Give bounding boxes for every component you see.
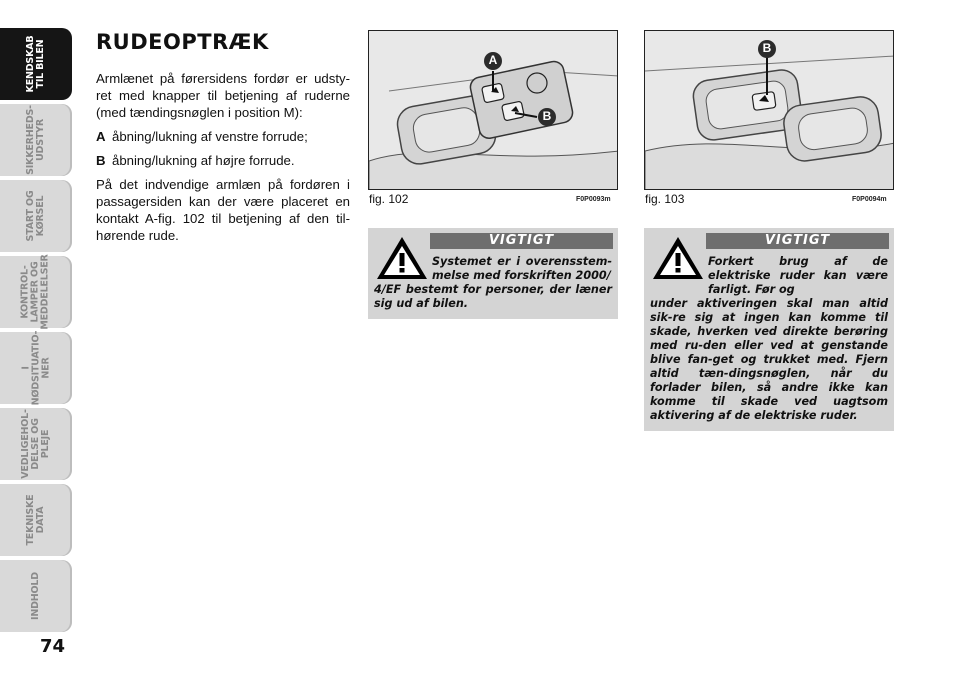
- figure-caption: fig. 102: [369, 192, 409, 206]
- warning-text-first: Forkert brug af de elektriske ruder kan være farligt. Før og: [708, 255, 888, 296]
- tab-nodsituationer[interactable]: [0, 332, 72, 404]
- figure-caption: fig. 103: [645, 192, 685, 206]
- callout-b: B: [762, 41, 772, 55]
- warning-heading: VIGTIGT: [706, 233, 889, 249]
- tab-tekniske-data[interactable]: [0, 484, 72, 556]
- passenger-paragraph: På det indvendige armlæn på fordøren i passagersiden kan der være placeret en kontakt A-fig. 102 til betjening af den til-hørende rude.: [96, 177, 350, 243]
- callout-a: A: [488, 53, 498, 67]
- warning-triangle-icon: [650, 234, 706, 282]
- tab-kontrollamper[interactable]: [0, 256, 72, 328]
- tab-label: START OG KØRSEL: [25, 190, 46, 242]
- figure-code: F0P0093m: [576, 196, 611, 203]
- warning-box: [368, 228, 618, 319]
- intro-paragraph: Armlænet på førersidens fordør er udsty-ret med knapper til betjening af ruderne (med tændingsnøglen i position M):: [96, 71, 350, 120]
- warning-heading: VIGTIGT: [430, 233, 613, 249]
- tab-label: I NØDSITUATIO- NER: [20, 330, 51, 406]
- tab-label: KONTROL- LAMPER OG MEDDELELSER: [20, 254, 51, 330]
- warning-text-first: Systemet er i overensstem-melse med forskriften 2000/: [432, 255, 612, 282]
- page-title: RUDEOPTRÆK: [96, 30, 269, 54]
- tab-label: SIKKERHEDS- UDSTYR: [25, 105, 46, 175]
- warning-triangle-icon: [374, 234, 430, 282]
- item-text: åbning/lukning af venstre forrude;: [112, 129, 308, 144]
- figure-103: [644, 30, 894, 190]
- tab-sikkerhedsudstyr[interactable]: [0, 104, 72, 176]
- callout-b: B: [542, 109, 552, 123]
- tab-label: INDHOLD: [30, 572, 41, 620]
- warning-text-rest: 4/EF bestemt for personer, der læner sig ud af bilen.: [374, 283, 612, 310]
- tab-label: KENDSKAB TIL BILEN: [25, 35, 46, 93]
- warning-text-rest: under aktiveringen skal man altid sik-re sig at ingen kan komme til skade, hverken ved direkte berøring med ru-den eller ved at genstande blive fan-get og trukket med. Fjern altid tæn-dingsnøglen, når du forlader bilen, så andre ikke kan komme til skade ved uagtsom aktivering af de elektriske ruder.: [650, 297, 888, 422]
- warning-box: [644, 228, 894, 431]
- body-text: [96, 70, 350, 251]
- page-number: 74: [40, 636, 66, 657]
- figure-102: [368, 30, 618, 190]
- item-letter: B: [96, 153, 106, 168]
- tab-label: VEDLIGEHOL- DELSE OG PLEJE: [20, 409, 51, 479]
- tab-kendskab-til-bilen[interactable]: [0, 28, 72, 100]
- tab-vedligeholdelse[interactable]: [0, 408, 72, 480]
- tab-start-og-korsel[interactable]: [0, 180, 72, 252]
- tab-label: TEKNISKE DATA: [25, 494, 46, 546]
- item-letter: A: [96, 129, 106, 144]
- figure-code: F0P0094m: [852, 196, 887, 203]
- list-item: [96, 128, 350, 145]
- list-item: [96, 152, 350, 169]
- item-text: åbning/lukning af højre forrude.: [112, 153, 295, 168]
- tab-indhold[interactable]: [0, 560, 72, 632]
